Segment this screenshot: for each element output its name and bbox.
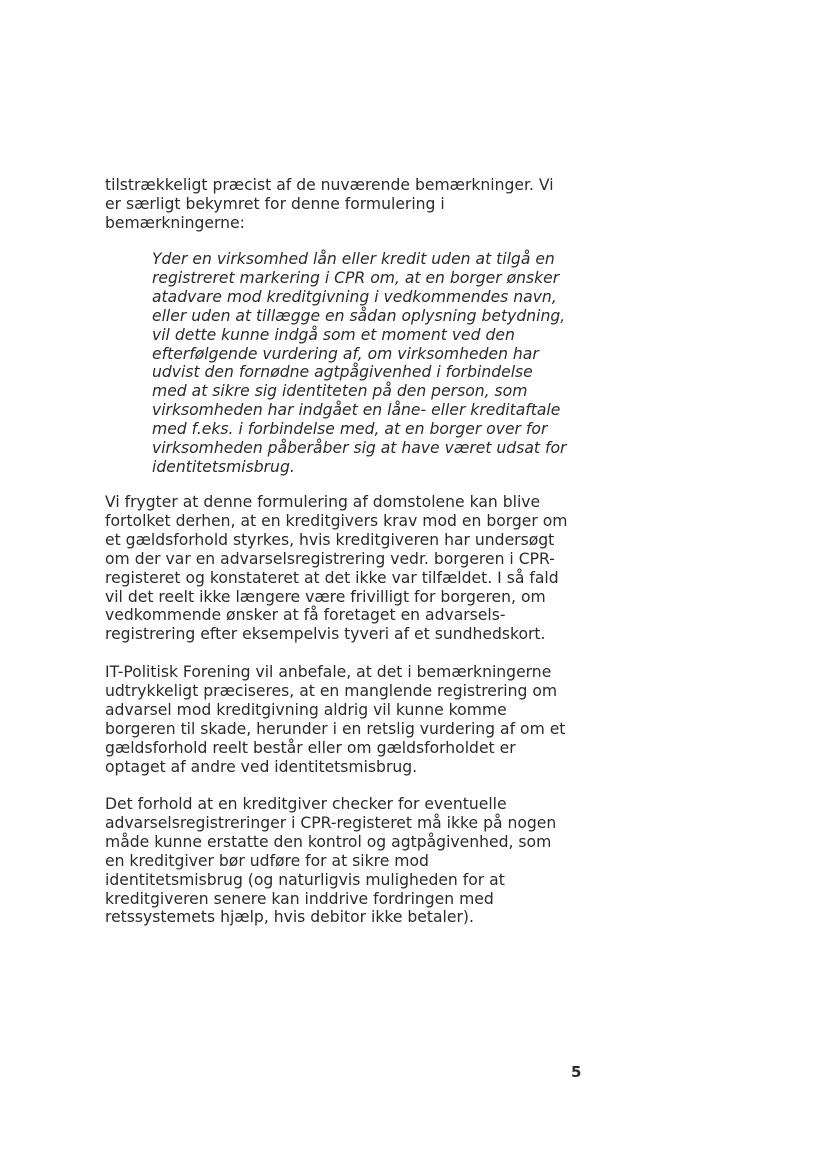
paragraph-1-line-2: fortolket derhen, at en kreditgivers krav mod en borger om: [105, 511, 568, 530]
quote-line-9: virksomheden har indgået en låne- eller kreditaftale: [152, 401, 561, 420]
quote-line-3: atadvare mod kreditgivning i vedkommendes navn,: [152, 287, 557, 306]
paragraph-3-line-2: advarselsregistreringer i CPR-registeret må ikke på nogen: [105, 813, 557, 832]
paragraph-2-line-4: borgeren til skade, herunder i en retslig vurdering af om et: [105, 719, 566, 738]
quote-line-12: identitetsmisbrug.: [152, 457, 295, 476]
paragraph-1-line-5: registeret og konstateret at det ikke var tilfældet. I så fald: [105, 568, 559, 587]
paragraph-3: [105, 795, 585, 927]
quote-line-1: Yder en virksomhed lån eller kredit uden at tilgå en: [152, 250, 555, 268]
paragraph-2-line-5: gældsforhold reelt består eller om gældsforholdet er: [105, 738, 516, 757]
paragraph-1-line-3: et gældsforhold styrkes, hvis kreditgiveren har undersøgt: [105, 530, 555, 549]
paragraph-3-line-3: måde kunne erstatte den kontrol og agtpågivenhed, som: [105, 832, 552, 851]
quote-line-4: eller uden at tillægge en sådan oplysning betydning,: [152, 306, 566, 325]
paragraph-3-line-1: Det forhold at en kreditgiver checker for eventuelle: [105, 795, 507, 813]
block-quote: [152, 250, 592, 477]
intro-line-2: er særligt bekymret for denne formulering i: [105, 194, 445, 213]
paragraph-2: [105, 663, 585, 776]
paragraph-1-line-6: vil det reelt ikke længere være frivilligt for borgeren, om: [105, 587, 546, 606]
quote-line-5: vil dette kunne indgå som et moment ved den: [152, 325, 515, 344]
page-number: 5: [571, 1063, 582, 1081]
intro-line-3: bemærkningerne:: [105, 213, 245, 232]
paragraph-3-line-6: kreditgiveren senere kan inddrive fordringen med: [105, 889, 494, 908]
paragraph-3-line-7: retssystemets hjælp, hvis debitor ikke betaler).: [105, 908, 474, 927]
quote-line-10: med f.eks. i forbindelse med, at en borger over for: [152, 420, 548, 439]
paragraph-1-line-7: vedkommende ønsker at få foretaget en advarsels-: [105, 606, 506, 625]
intro-line-1: tilstrækkeligt præcist af de nuværende bemærkninger. Vi: [105, 176, 554, 194]
paragraph-2-line-2: udtrykkeligt præciseres, at en manglende registrering om: [105, 681, 558, 700]
paragraph-2-line-1: IT-Politisk Forening vil anbefale, at det i bemærkningerne: [105, 663, 552, 681]
quote-line-8: med at sikre sig identiteten på den person, som: [152, 382, 528, 401]
paragraph-1-line-1: Vi frygter at denne formulering af domstolene kan blive: [105, 493, 541, 511]
paragraph-3-line-4: en kreditgiver bør udføre for at sikre mod: [105, 851, 429, 870]
quote-line-7: udvist den fornødne agtpågivenhed i forbindelse: [152, 363, 533, 382]
quote-line-6: efterfølgende vurdering af, om virksomheden har: [152, 344, 539, 363]
paragraph-2-line-3: advarsel mod kreditgivning aldrig vil kunne komme: [105, 700, 507, 719]
paragraph-1: [105, 493, 585, 644]
paragraph-1-line-8: registrering efter eksempelvis tyveri af et sundhedskort.: [105, 625, 546, 644]
paragraph-3-line-5: identitetsmisbrug (og naturligvis muligheden for at: [105, 870, 505, 889]
quote-line-2: registreret markering i CPR om, at en borger ønsker: [152, 268, 560, 287]
paragraph-1-line-4: om der var en advarselsregistrering vedr. borgeren i CPR-: [105, 549, 555, 568]
quote-line-11: virksomheden påberåber sig at have været udsat for: [152, 439, 567, 458]
intro-paragraph: [105, 176, 585, 233]
paragraph-2-line-6: optaget af andre ved identitetsmisbrug.: [105, 757, 418, 776]
